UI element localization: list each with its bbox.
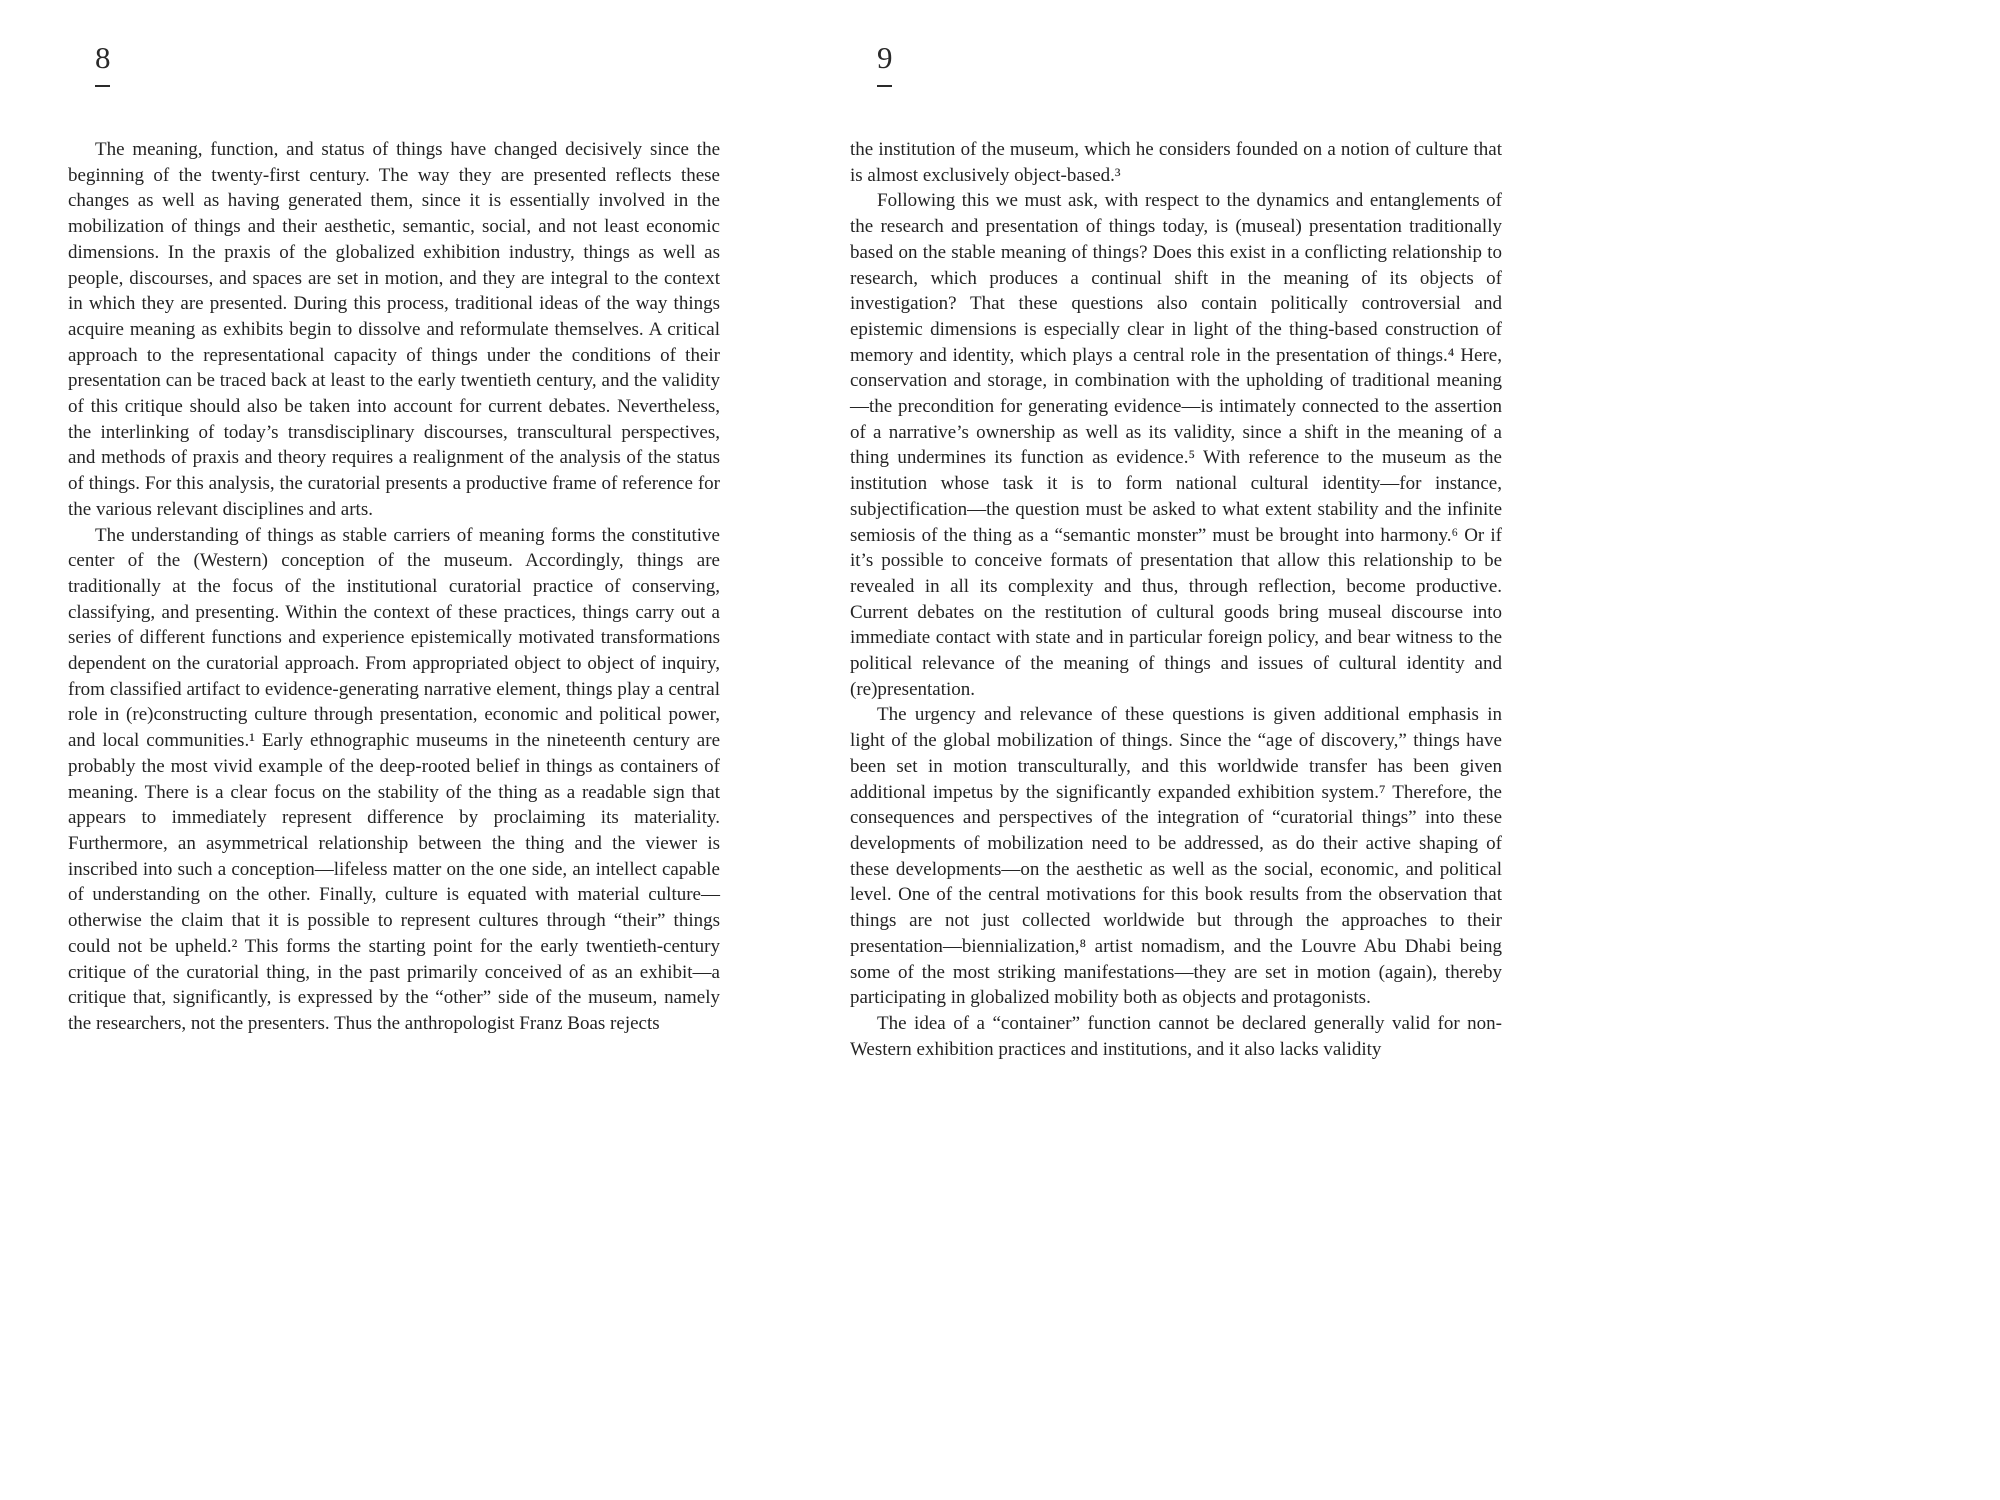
page-right [850, 42, 1502, 1062]
paragraph: The meaning, function, and status of things have changed decisively since the beginning of the twenty-first century. The way they are presented reflects these changes as well as having generated them, since it is essentially involved in the mobilization of things and their aesthetic, semantic, social, and not least economic dimensions. In the praxis of the globalized exhibition industry, things as well as people, discourses, and spaces are set in motion, and they are integral to the context in which they are presented. During this process, traditional ideas of the way things acquire meaning as exhibits begin to dissolve and reformulate themselves. A critical approach to the representational capacity of things under the conditions of their presentation can be traced back at least to the early twentieth century, and the validity of this critique should also be taken into account for current debates. Nevertheless, the interlinking of today’s transdisciplinary discourses, transcultural perspectives, and methods of praxis and theory requires a realignment of the analysis of the status of things. For this analysis, the curatorial presents a productive frame of reference for the various relevant disciplines and arts. [68, 139, 720, 520]
page-text-body [850, 137, 1502, 1062]
page-left [68, 42, 720, 1037]
page-header-left [68, 42, 720, 87]
paragraph: the institution of the museum, which he considers founded on a notion of culture that is almost exclusively object-based.³ [850, 139, 1502, 186]
page-number-rule [95, 85, 110, 87]
page-number: 8 [95, 40, 111, 75]
page-header-right [850, 42, 1502, 87]
page-number-rule [877, 85, 892, 87]
page-text-body [68, 137, 720, 1037]
paragraph: Following this we must ask, with respect to the dynamics and entanglements of the research and presentation of things today, is (museal) presentation traditionally based on the stable meaning of things? Does this exist in a conflicting relationship to research, which produces a continual shift in the meaning of its objects of investigation? That these questions also contain politically controversial and epistemic dimensions is especially clear in light of the thing-based construction of memory and identity, which plays a central role in the presentation of things.⁴ Here, conservation and storage, in combination with the upholding of traditional meaning—the precondition for generating evidence—is intimately connected to the assertion of a narrative’s ownership as well as its validity, since a shift in the meaning of a thing undermines its function as evidence.⁵ With reference to the museum as the institution whose task it is to form national cultural identity—for instance, subjectification—the question must be asked to what extent stability and the infinite semiosis of the thing as a “semantic monster” must be brought into harmony.⁶ Or if it’s possible to conceive formats of presentation that allow this relationship to be revealed in all its complexity and thus, through reflection, become productive. Current debates on the restitution of cultural goods bring museal discourse into immediate contact with state and in particular foreign policy, and bear witness to the political relevance of the meaning of things and issues of cultural identity and (re)presentation. [850, 190, 1502, 700]
page-number: 9 [877, 40, 893, 75]
paragraph: The understanding of things as stable carriers of meaning forms the constitutive center of the (Western) conception of the museum. Accordingly, things are traditionally at the focus of the institutional curatorial practice of conserving, classifying, and presenting. Within the context of these practices, things carry out a series of different functions and experience epistemically motivated transformations dependent on the curatorial approach. From appropriated object to object of inquiry, from classified artifact to evidence-generating narrative element, things play a central role in (re)constructing culture through presentation, economic and political power, and local communities.¹ Early ethnographic museums in the nineteenth century are probably the most vivid example of the deep-rooted belief in things as containers of meaning. There is a clear focus on the stability of the thing as a readable sign that appears to immediately represent difference by proclaiming its materiality. Furthermore, an asymmetrical relationship between the thing and the viewer is inscribed into such a conception—lifeless matter on the one side, an intellect capable of understanding on the other. Finally, culture is equated with material culture—otherwise the claim that it is possible to represent cultures through “their” things could not be upheld.² This forms the starting point for the early twentieth-century critique of the curatorial thing, in the past primarily conceived of as an exhibit—a critique that, significantly, is expressed by the “other” side of the museum, namely the researchers, not the presenters. Thus the anthropologist Franz Boas rejects [68, 524, 720, 1034]
paragraph: The urgency and relevance of these questions is given additional emphasis in light of the global mobilization of things. Since the “age of discovery,” things have been set in motion transculturally, and this worldwide transfer has been given additional impetus by the significantly expanded exhibition system.⁷ Therefore, the consequences and perspectives of the integration of “curatorial things” into these developments of mobilization need to be addressed, as do their active shaping of these developments—on the aesthetic as well as the social, economic, and political level. One of the central motivations for this book results from the observation that things are not just collected worldwide but through the approaches to their presentation—biennialization,⁸ artist nomadism, and the Louvre Abu Dhabi being some of the most striking manifestations—they are set in motion (again), thereby participating in globalized mobility both as objects and protagonists. [850, 704, 1502, 1009]
paragraph: The idea of a “container” function cannot be declared generally valid for non-Western exhibition practices and institutions, and it also lacks validity [850, 1012, 1502, 1060]
